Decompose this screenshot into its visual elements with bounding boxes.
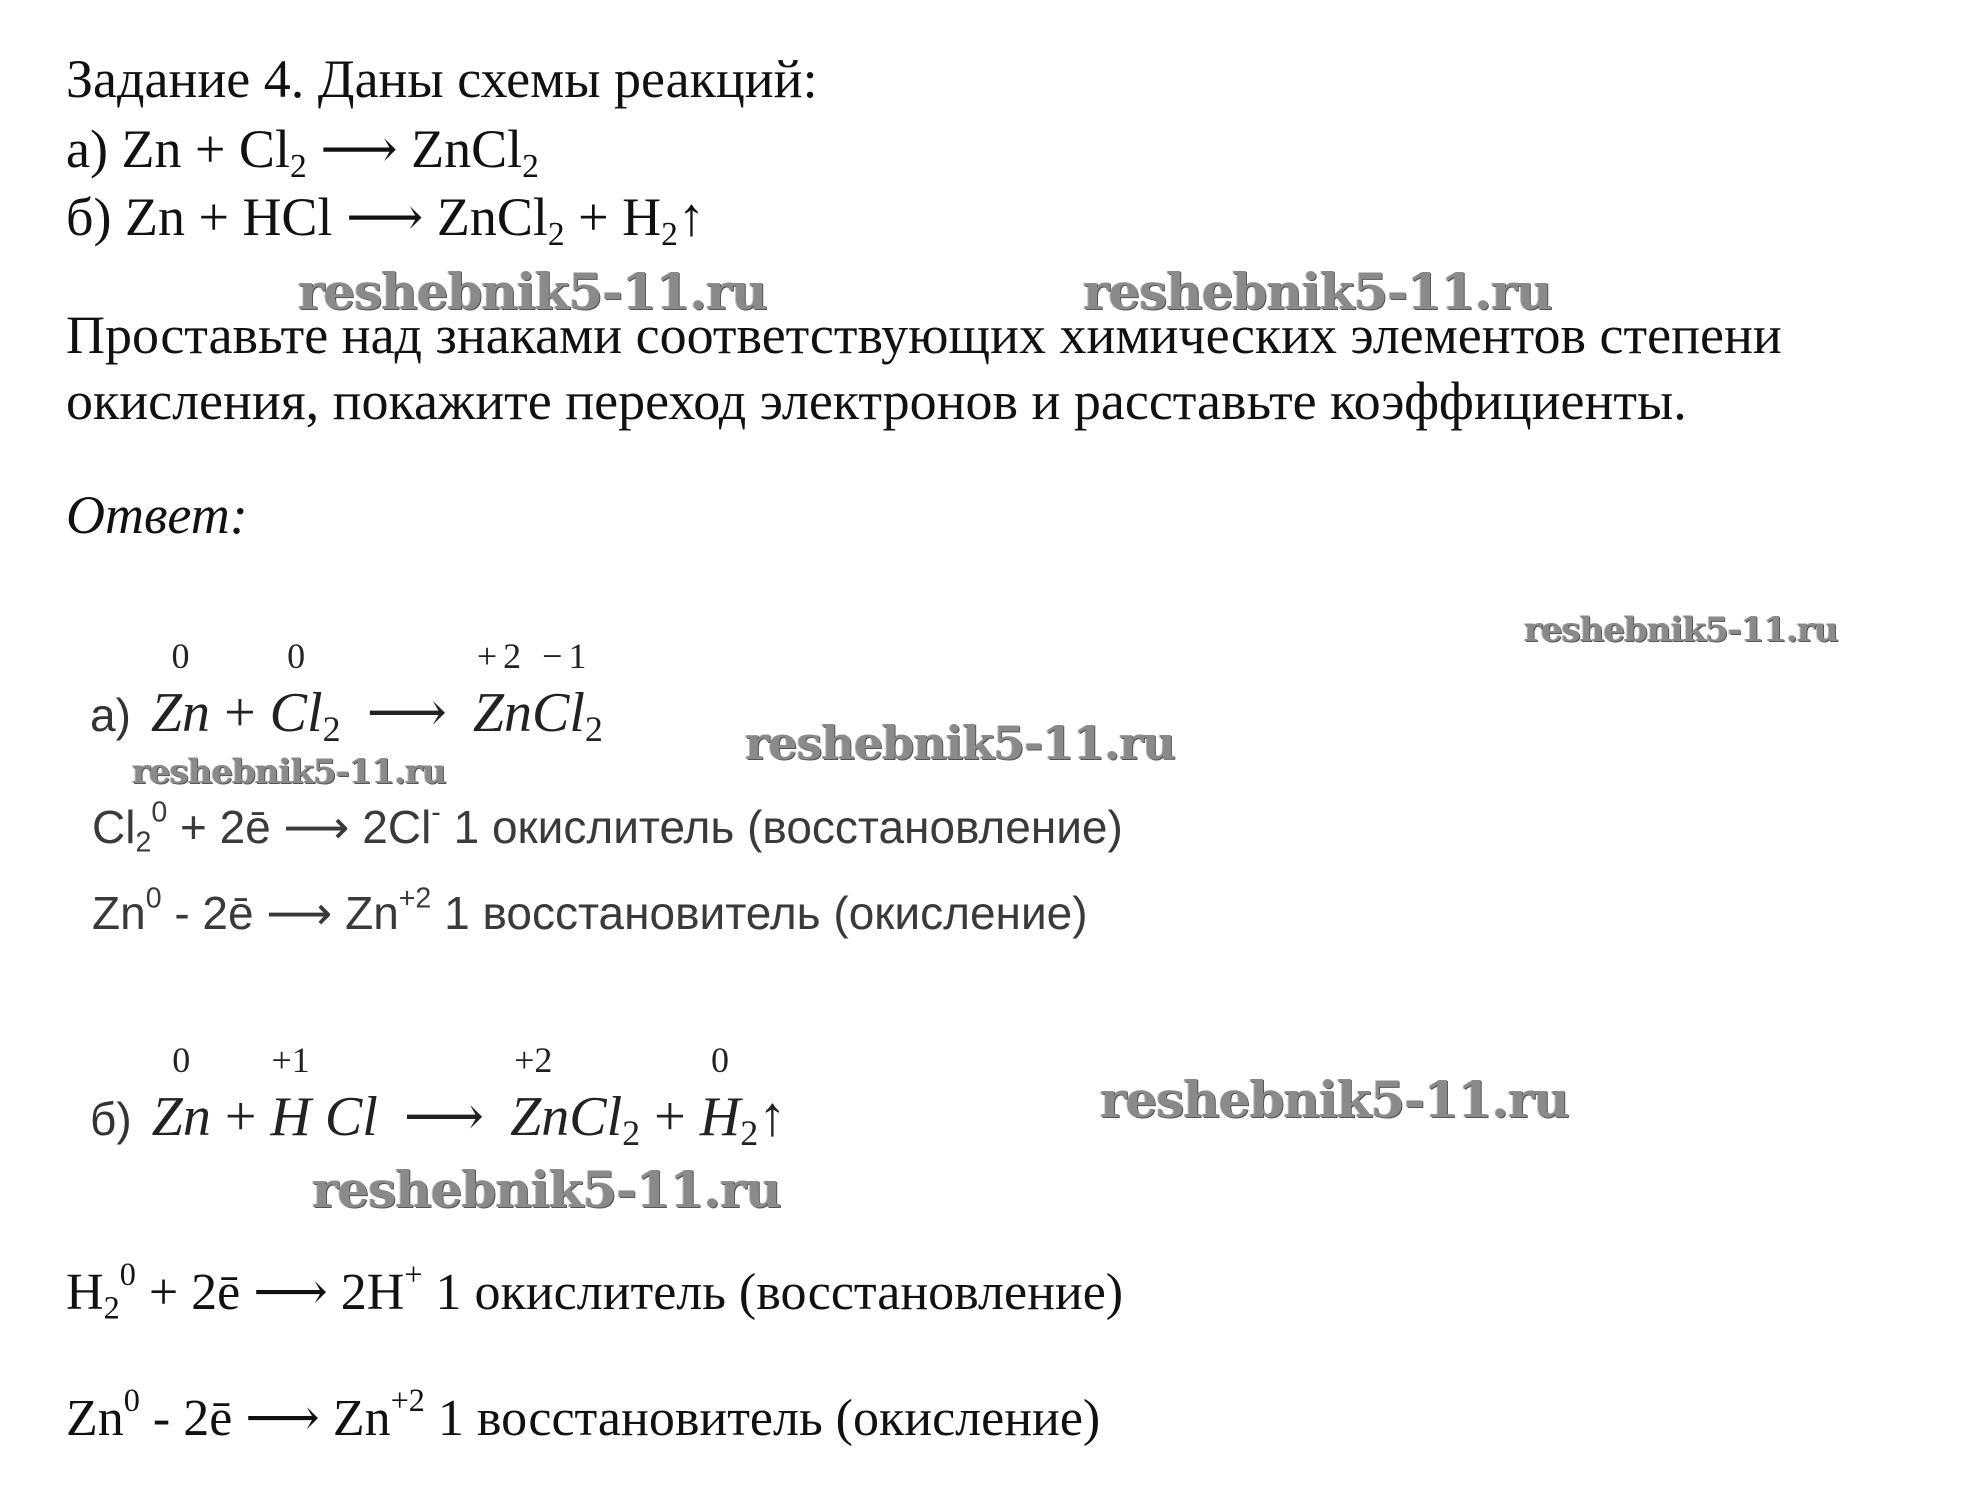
answer-a-equation: а) 0 Zn + 0 Cl2 ⟶ +2 −1 ZnCl2 xyxy=(90,636,603,749)
watermark-4: reshebnik5-11.ru xyxy=(745,716,1175,770)
watermark-5: reshebnik5-11.ru xyxy=(132,752,446,792)
answer-label: Ответ: xyxy=(66,485,248,545)
answer-b-equation: б) 0 Zn + +1 H Cl ⟶ +2 ZnCl2 + 0 H2↑ xyxy=(90,1040,787,1153)
task-instruction-line-1: Проставьте над знаками соответствующих химических элементов степени xyxy=(66,305,1782,365)
task-instruction-line-2: окисления, покажите переход электронов и расставьте коэффициенты. xyxy=(66,371,1687,431)
zncl2-with-ox: +2 −1 ZnCl xyxy=(472,636,593,744)
answer-b-half-reaction-2: Zn$^0$ - 2ē ⟶ $Zn^{+2}$ 1 восстановитель (окисление) xyxy=(66,1381,1101,1447)
watermark-3: reshebnik5-11.ru xyxy=(1524,610,1838,650)
cl2-with-ox: 0 Cl xyxy=(269,636,323,744)
watermark-7: reshebnik5-11.ru xyxy=(312,1160,781,1219)
watermark-1: reshebnik5-11.ru xyxy=(298,262,767,321)
watermark-6: reshebnik5-11.ru xyxy=(1100,1070,1569,1129)
answer-a-half-reaction-2: Zn$^0$ - 2ē ⟶ $Zn^{+2}$ 1 восстановитель (окисление) xyxy=(92,882,1088,939)
reaction-a-label: а) xyxy=(66,119,108,179)
task-reaction-a: а) $Zn + Cl_2$ ⟶ ZnCl$_2$ xyxy=(66,119,539,186)
zn-with-ox: 0 Zn xyxy=(150,636,211,744)
answer-b-half-reaction-1: $H_2^0$ + 2ē ⟶ 2H+ 1 окислитель (восстановление) xyxy=(66,1255,1124,1326)
task-reaction-b: б) Zn + HCl ⟶ ZnCl$_2$ + $H_2↑$ xyxy=(66,187,705,254)
watermark-2: reshebnik5-11.ru xyxy=(1083,262,1552,321)
answer-a-half-reaction-1: $Cl_2^0$ + 2ē ⟶ 2Cl- 1 окислитель (восстановление) xyxy=(92,796,1123,859)
task-heading: Задание 4. Даны схемы реакций: xyxy=(66,49,818,109)
reaction-b-label: б) xyxy=(66,187,112,247)
